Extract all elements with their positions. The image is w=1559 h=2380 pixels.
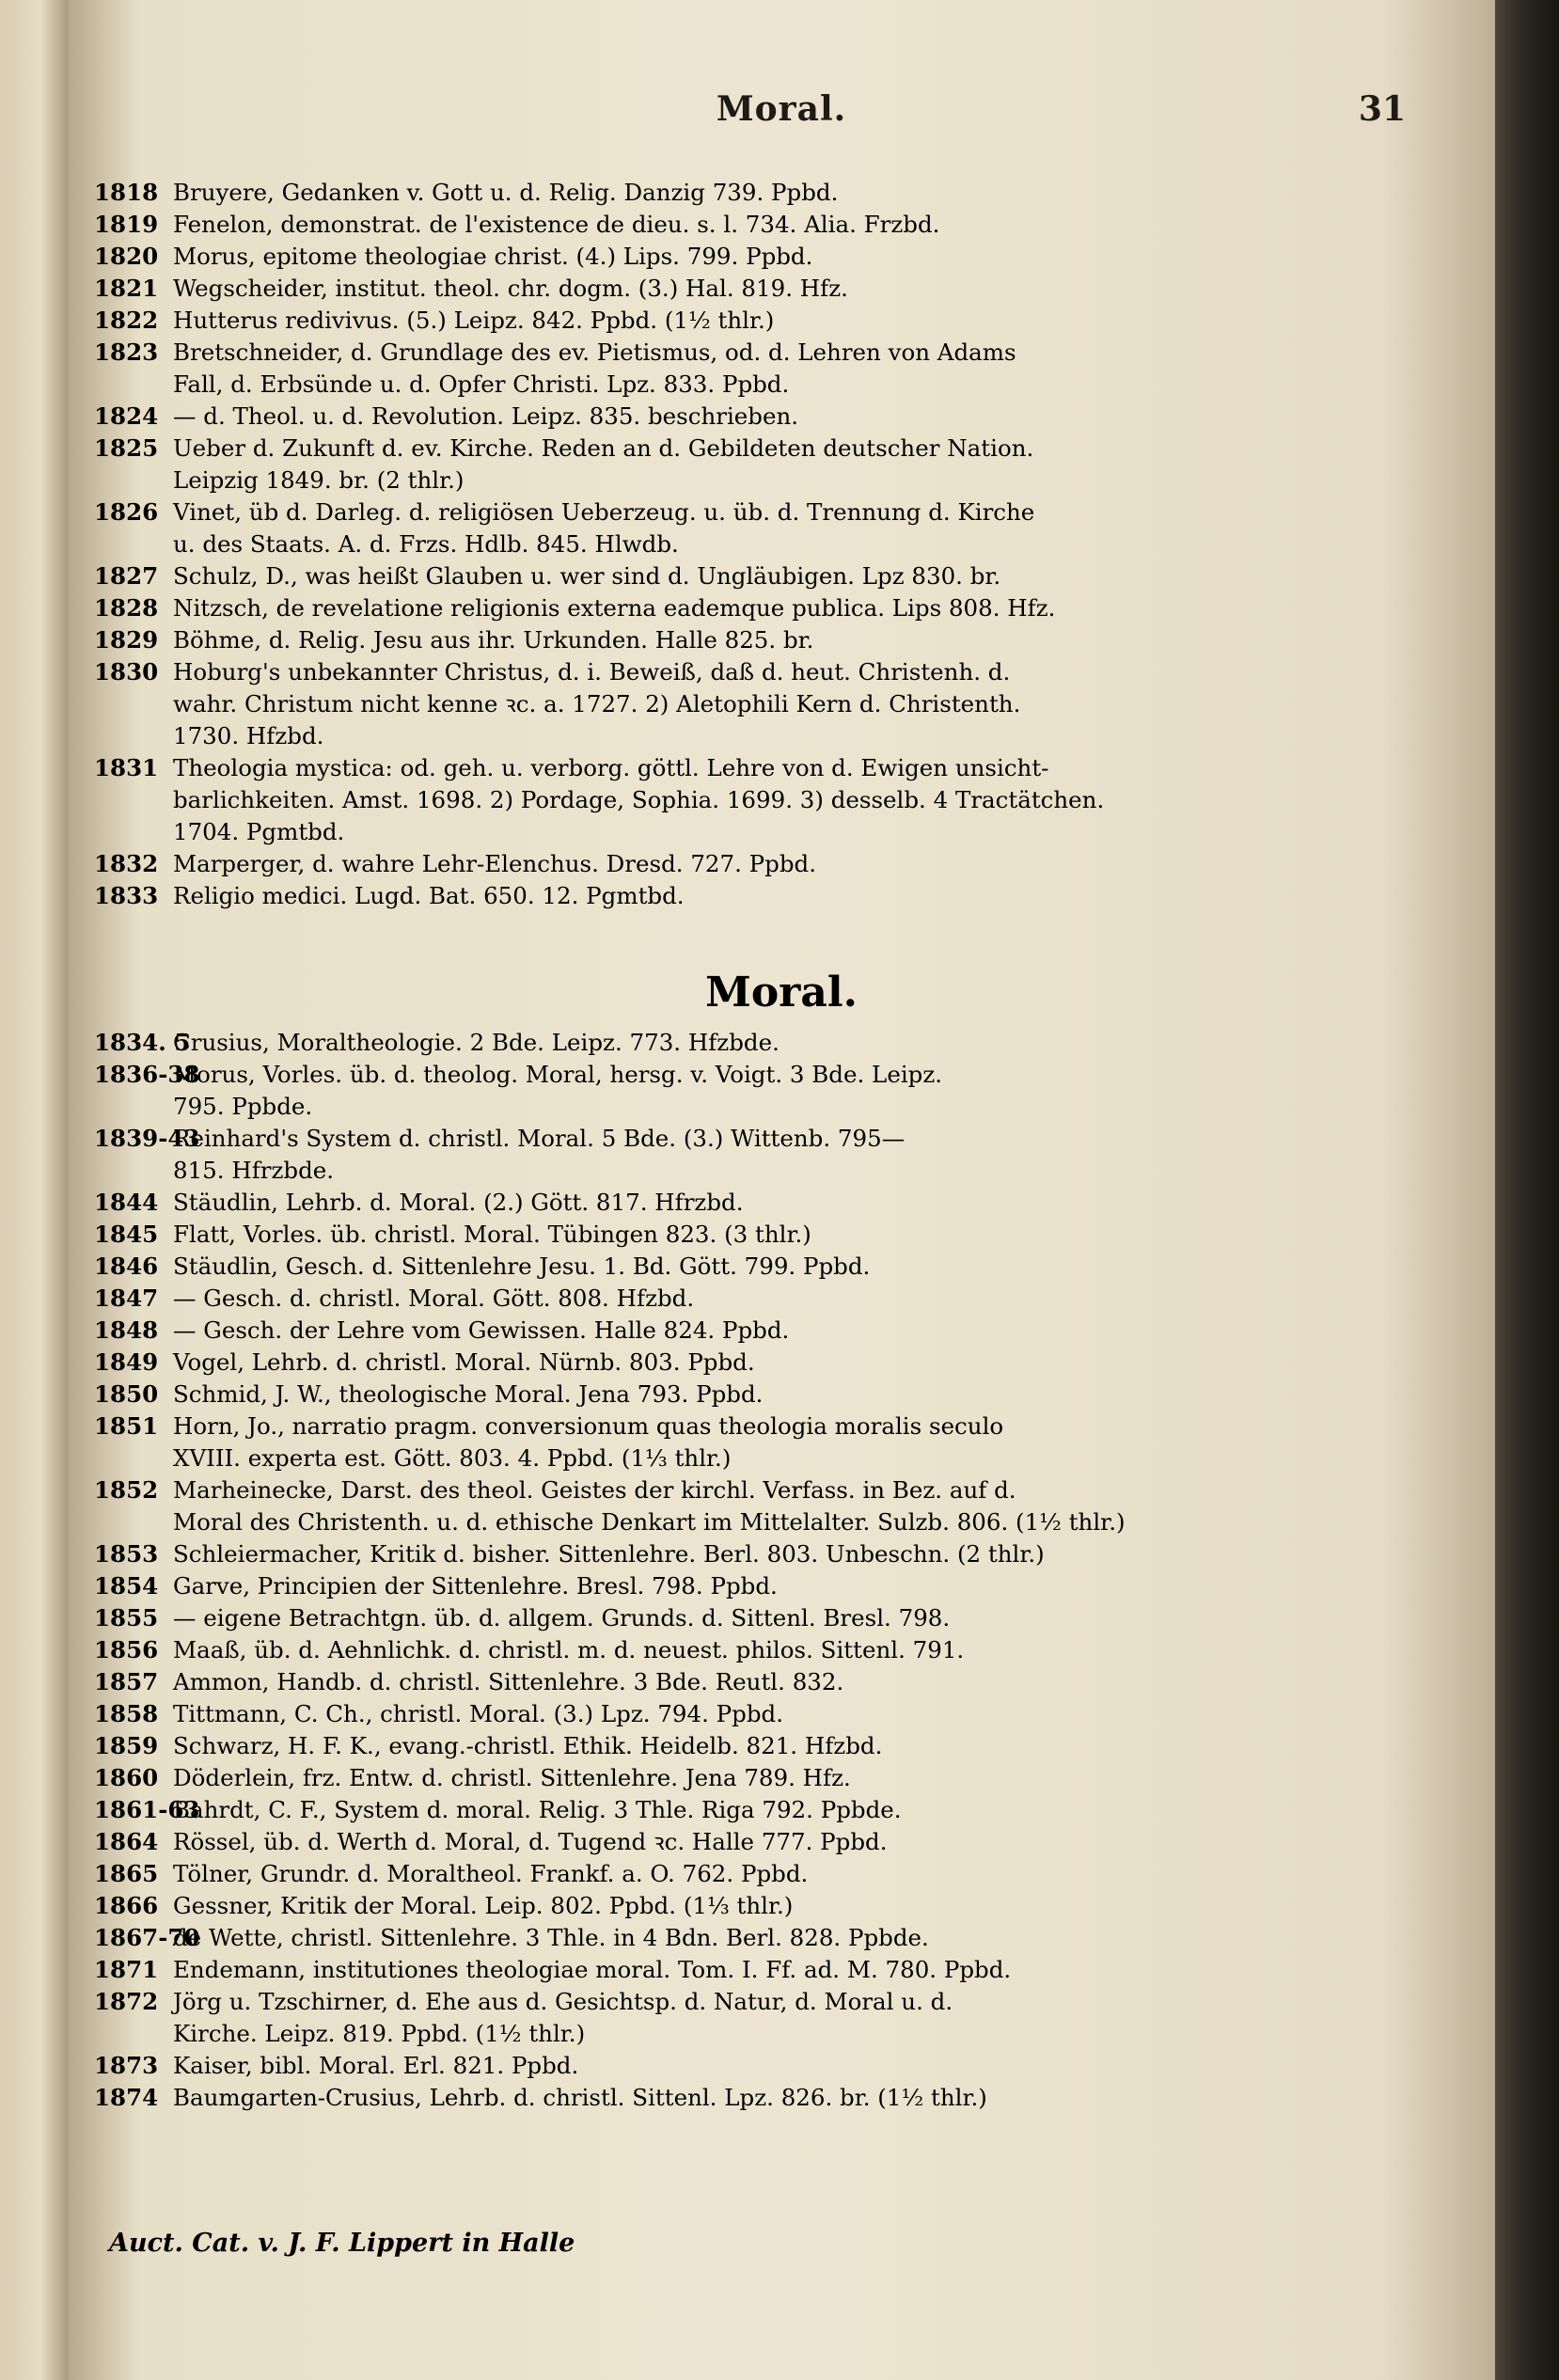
- entry-number: 1845: [94, 1221, 159, 1248]
- catalog-entry: [94, 177, 1316, 209]
- catalog-entry: [94, 1922, 1316, 1954]
- entry-text-line: Bahrdt, C. F., System d. moral. Relig. 3 Thle. Riga 792. Ppbde.: [173, 1796, 902, 1823]
- entry-text-line: Gessner, Kritik der Moral. Leip. 802. Ppbd. (1⅓ thlr.): [173, 1892, 794, 1919]
- entry-text-line: Fenelon, demonstrat. de l'existence de dieu. s. l. 734. Alia. Frzbd.: [173, 211, 940, 238]
- entry-number: 1846: [94, 1253, 159, 1280]
- entry-number: 1857: [94, 1668, 159, 1695]
- running-head: Moral.: [716, 89, 847, 129]
- entry-text-line: Böhme, d. Relig. Jesu aus ihr. Urkunden. Halle 825. br.: [173, 626, 814, 654]
- catalog-entry: [94, 1826, 1316, 1858]
- entry-text-line: Marperger, d. wahre Lehr-Elenchus. Dresd. 727. Ppbd.: [173, 850, 817, 877]
- catalog-entry: [94, 1474, 1316, 1538]
- entry-number: 1859: [94, 1732, 159, 1759]
- entry-text-line: Nitzsch, de revelatione religionis externa eademque publica. Lips 808. Hfz.: [173, 594, 1056, 622]
- entry-number: 1855: [94, 1604, 159, 1631]
- entry-text-line: Morus, Vorles. üb. d. theolog. Moral, hersg. v. Voigt. 3 Bde. Leipz.: [173, 1061, 943, 1088]
- entry-number: 1826: [94, 498, 159, 526]
- entry-number: 1819: [94, 211, 159, 238]
- catalog-entry: [94, 1379, 1316, 1411]
- entries-section-2: [94, 1027, 1316, 2114]
- entry-text-line: Baumgarten-Crusius, Lehrb. d. christl. Sittenl. Lpz. 826. br. (1½ thlr.): [173, 2084, 987, 2111]
- entry-text-line: Ammon, Handb. d. christl. Sittenlehre. 3 Bde. Reutl. 832.: [173, 1668, 844, 1695]
- catalog-entry: [94, 1059, 1316, 1123]
- entry-text-line: Endemann, institutiones theologiae moral. Tom. I. Ff. ad. M. 780. Ppbd.: [173, 1956, 1012, 1983]
- entry-number: 1872: [94, 1988, 159, 2015]
- catalog-entry: [94, 752, 1316, 848]
- entry-text-line: Stäudlin, Gesch. d. Sittenlehre Jesu. 1. Bd. Gött. 799. Ppbd.: [173, 1253, 871, 1280]
- entry-number: 1874: [94, 2084, 159, 2111]
- catalog-entry: [94, 1762, 1316, 1794]
- catalog-entry: [94, 624, 1316, 656]
- entry-number: 1830: [94, 658, 159, 686]
- footer-note: Auct. Cat. v. J. F. Lippert in Halle: [109, 2229, 575, 2258]
- entry-text-line: wahr. Christum nicht kenne ꝛc. a. 1727. 2) Aletophili Kern d. Christenth.: [173, 690, 1021, 717]
- catalog-entry: [94, 337, 1316, 401]
- catalog-entry: [94, 2050, 1316, 2082]
- catalog-entry: [94, 1602, 1316, 1634]
- catalog-entry: [94, 1890, 1316, 1922]
- catalog-entry: [94, 1730, 1316, 1762]
- catalog-entry: [94, 880, 1316, 912]
- entry-text-line: Tittmann, C. Ch., christl. Moral. (3.) Lpz. 794. Ppbd.: [173, 1700, 783, 1727]
- entry-text-line: Ueber d. Zukunft d. ev. Kirche. Reden an d. Gebildeten deutscher Nation.: [173, 434, 1034, 462]
- entry-text-line: 815. Hfrzbde.: [173, 1157, 335, 1184]
- entry-number: 1867-70: [94, 1924, 200, 1951]
- page-number: 31: [1358, 89, 1406, 129]
- entry-text-line: Rössel, üb. d. Werth d. Moral, d. Tugend ꝛc. Halle 777. Ppbd.: [173, 1828, 888, 1855]
- entry-number: 1864: [94, 1828, 159, 1855]
- catalog-entry: [94, 401, 1316, 433]
- entry-number: 1866: [94, 1892, 159, 1919]
- entry-text-line: Leipzig 1849. br. (2 thlr.): [173, 466, 465, 494]
- catalog-entry: [94, 1347, 1316, 1379]
- catalog-entry: [94, 1251, 1316, 1283]
- entry-number: 1860: [94, 1764, 159, 1791]
- entry-text-line: Religio medici. Lugd. Bat. 650. 12. Pgmtbd.: [173, 882, 685, 909]
- page-header: [68, 89, 1495, 136]
- entry-number: 1852: [94, 1476, 159, 1504]
- catalog-entry: [94, 1027, 1316, 1059]
- catalog-entry: [94, 1219, 1316, 1251]
- entry-number: 1821: [94, 275, 159, 302]
- entry-number: 1829: [94, 626, 159, 654]
- entry-text-line: Horn, Jo., narratio pragm. conversionum quas theologia moralis seculo: [173, 1412, 1004, 1440]
- entry-text-line: Schwarz, H. F. K., evang.-christl. Ethik. Heidelb. 821. Hfzbd.: [173, 1732, 883, 1759]
- entry-number: 1824: [94, 402, 159, 430]
- entries-section-1: [94, 177, 1316, 912]
- entry-number: 1858: [94, 1700, 159, 1727]
- entry-number: 1847: [94, 1285, 159, 1312]
- entry-number: 1828: [94, 594, 159, 622]
- entry-number: 1818: [94, 179, 159, 206]
- catalog-entry: [94, 1283, 1316, 1315]
- section-title: Moral.: [705, 969, 858, 1017]
- catalog-entry: [94, 1411, 1316, 1474]
- entry-number: 1834. 5: [94, 1029, 191, 1056]
- entry-text-line: 1730. Hfzbd.: [173, 722, 324, 749]
- entry-text-line: Flatt, Vorles. üb. christl. Moral. Tübingen 823. (3 thlr.): [173, 1221, 811, 1248]
- catalog-entry: [94, 1187, 1316, 1219]
- entry-text-line: Schulz, D., was heißt Glauben u. wer sind d. Ungläubigen. Lpz 830. br.: [173, 562, 1001, 590]
- entry-text-line: Vinet, üb d. Darleg. d. religiösen Ueberzeug. u. üb. d. Trennung d. Kirche: [173, 498, 1035, 526]
- entry-text-line: Maaß, üb. d. Aehnlichk. d. christl. m. d. neuest. philos. Sittenl. 791.: [173, 1636, 965, 1663]
- entry-number: 1839-43: [94, 1125, 200, 1152]
- entry-text-line: Kaiser, bibl. Moral. Erl. 821. Ppbd.: [173, 2052, 579, 2079]
- entry-text-line: Kirche. Leipz. 819. Ppbd. (1½ thlr.): [173, 2020, 586, 2047]
- catalog-entry: [94, 273, 1316, 305]
- catalog-entry: [94, 305, 1316, 337]
- catalog-entry: [94, 1954, 1316, 1986]
- catalog-entry: [94, 241, 1316, 273]
- entry-text-line: Reinhard's System d. christl. Moral. 5 Bde. (3.) Wittenb. 795—: [173, 1125, 905, 1152]
- entry-text-line: Döderlein, frz. Entw. d. christl. Sittenlehre. Jena 789. Hfz.: [173, 1764, 851, 1791]
- catalog-entry: [94, 209, 1316, 241]
- entry-text-line: barlichkeiten. Amst. 1698. 2) Pordage, Sophia. 1699. 3) desselb. 4 Tractätchen.: [173, 786, 1105, 813]
- catalog-entry: [94, 433, 1316, 496]
- entry-text-line: — d. Theol. u. d. Revolution. Leipz. 835. beschrieben.: [173, 402, 799, 430]
- catalog-entry: [94, 1538, 1316, 1570]
- entry-text-line: Marheinecke, Darst. des theol. Geistes der kirchl. Verfass. in Bez. auf d.: [173, 1476, 1016, 1504]
- catalog-entry: [94, 1666, 1316, 1698]
- entry-number: 1850: [94, 1380, 159, 1408]
- catalog-entry: [94, 848, 1316, 880]
- entry-text-line: — eigene Betrachtgn. üb. d. allgem. Grunds. d. Sittenl. Bresl. 798.: [173, 1604, 951, 1631]
- entry-text-line: u. des Staats. A. d. Frzs. Hdlb. 845. Hlwdb.: [173, 530, 679, 558]
- entry-text-line: Hutterus redivivus. (5.) Leipz. 842. Ppbd. (1½ thlr.): [173, 307, 775, 334]
- entry-number: 1851: [94, 1412, 159, 1440]
- entry-number: 1832: [94, 850, 159, 877]
- book-binding: [1495, 0, 1559, 2380]
- entry-text-line: 795. Ppbde.: [173, 1093, 313, 1120]
- entry-number: 1848: [94, 1316, 159, 1344]
- entry-number: 1853: [94, 1540, 159, 1568]
- catalog-entry: [94, 560, 1316, 592]
- catalog-entry: [94, 1794, 1316, 1826]
- catalog-entry: [94, 1698, 1316, 1730]
- catalog-entry: [94, 1634, 1316, 1666]
- facing-page-edge: [0, 0, 68, 2380]
- entry-number: 1865: [94, 1860, 159, 1887]
- entry-text-line: Schmid, J. W., theologische Moral. Jena 793. Ppbd.: [173, 1380, 764, 1408]
- entry-number: 1827: [94, 562, 159, 590]
- entry-number: 1825: [94, 434, 159, 462]
- catalog-entry: [94, 1315, 1316, 1347]
- catalog-entry: [94, 656, 1316, 752]
- catalog-entry: [94, 1858, 1316, 1890]
- catalog-entry: [94, 1986, 1316, 2050]
- entry-text-line: — Gesch. der Lehre vom Gewissen. Halle 824. Ppbd.: [173, 1316, 790, 1344]
- entry-text-line: Theologia mystica: od. geh. u. verborg. göttl. Lehre von d. Ewigen unsicht-: [173, 754, 1049, 781]
- entry-text-line: Bretschneider, d. Grundlage des ev. Pietismus, od. d. Lehren von Adams: [173, 339, 1016, 366]
- entry-text-line: Jörg u. Tzschirner, d. Ehe aus d. Gesichtsp. d. Natur, d. Moral u. d.: [173, 1988, 953, 2015]
- entry-number: 1844: [94, 1189, 159, 1216]
- entry-number: 1833: [94, 882, 159, 909]
- entry-text-line: Morus, epitome theologiae christ. (4.) Lips. 799. Ppbd.: [173, 243, 813, 270]
- entry-text-line: Garve, Principien der Sittenlehre. Bresl. 798. Ppbd.: [173, 1572, 778, 1600]
- entry-text-line: Schleiermacher, Kritik d. bisher. Sittenlehre. Berl. 803. Unbeschn. (2 thlr.): [173, 1540, 1045, 1568]
- entry-text-line: Crusius, Moraltheologie. 2 Bde. Leipz. 773. Hfzbde.: [173, 1029, 780, 1056]
- catalog-entry: [94, 2082, 1316, 2114]
- entry-number: 1836-38: [94, 1061, 200, 1088]
- catalog-entry: [94, 1123, 1316, 1187]
- catalog-entry: [94, 592, 1316, 624]
- entry-text-line: 1704. Pgmtbd.: [173, 818, 345, 845]
- entry-text-line: XVIII. experta est. Gött. 803. 4. Ppbd. (1⅓ thlr.): [173, 1444, 732, 1472]
- entry-text-line: de Wette, christl. Sittenlehre. 3 Thle. in 4 Bdn. Berl. 828. Ppbde.: [173, 1924, 929, 1951]
- entry-text-line: Bruyere, Gedanken v. Gott u. d. Relig. Danzig 739. Ppbd.: [173, 179, 839, 206]
- catalog-entry: [94, 1570, 1316, 1602]
- entry-number: 1823: [94, 339, 159, 366]
- entry-number: 1849: [94, 1348, 159, 1376]
- entry-text-line: Stäudlin, Lehrb. d. Moral. (2.) Gött. 817. Hfrzbd.: [173, 1189, 744, 1216]
- entry-text-line: — Gesch. d. christl. Moral. Gött. 808. Hfzbd.: [173, 1285, 695, 1312]
- catalog-entry: [94, 496, 1316, 560]
- entry-text-line: Hoburg's unbekannter Christus, d. i. Beweiß, daß d. heut. Christenh. d.: [173, 658, 1011, 686]
- entry-number: 1831: [94, 754, 159, 781]
- entry-number: 1820: [94, 243, 159, 270]
- entry-text-line: Wegscheider, institut. theol. chr. dogm. (3.) Hal. 819. Hfz.: [173, 275, 848, 302]
- entry-number: 1854: [94, 1572, 159, 1600]
- entry-number: 1861-63: [94, 1796, 200, 1823]
- entry-number: 1822: [94, 307, 159, 334]
- entry-text-line: Moral des Christenth. u. d. ethische Denkart im Mittelalter. Sulzb. 806. (1½ thlr.): [173, 1508, 1126, 1536]
- entry-text-line: Vogel, Lehrb. d. christl. Moral. Nürnb. 803. Ppbd.: [173, 1348, 755, 1376]
- entry-text-line: Tölner, Grundr. d. Moraltheol. Frankf. a. O. 762. Ppbd.: [173, 1860, 809, 1887]
- entry-number: 1856: [94, 1636, 159, 1663]
- entry-number: 1873: [94, 2052, 159, 2079]
- entry-text-line: Fall, d. Erbsünde u. d. Opfer Christi. Lpz. 833. Ppbd.: [173, 370, 790, 398]
- entry-number: 1871: [94, 1956, 159, 1983]
